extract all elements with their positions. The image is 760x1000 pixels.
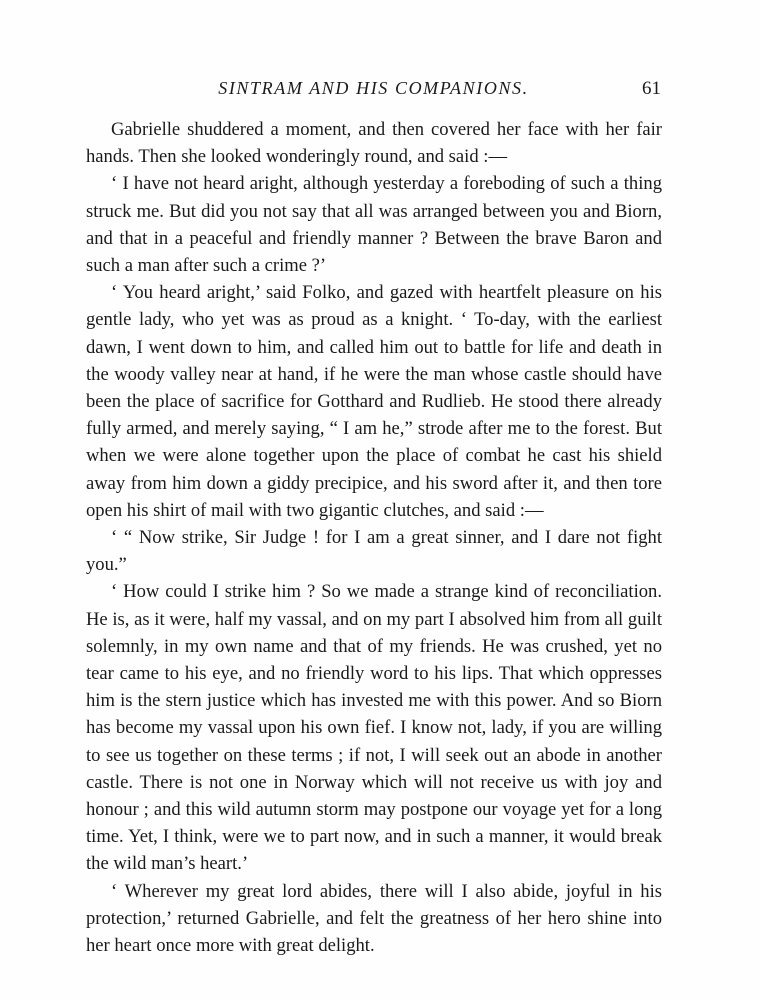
running-title: SINTRAM AND HIS COMPANIONS. xyxy=(218,78,529,98)
paragraph: ‘ I have not heard aright, although yesterday a foreboding of such a thing struck me. But did you not say that all was arranged between you and Biorn, and that in a peaceful and friendly manner ? Between the brave Baron and such a man after such a crime ?’ xyxy=(86,173,662,277)
running-head xyxy=(86,76,661,104)
paragraph: ‘ How could I strike him ? So we made a strange kind of reconciliation. He is, as it were, half my vassal, and on my part I absolved him from all guilt solemnly, in my own name and that of my friends. He was crushed, yet no tear came to his eye, and no friendly word to his lips. That which oppresses him is the stern justice which has invested me with this power. And so Biorn has become my vassal upon his own fief. I know not, lady, if you are willing to see us together on these terms ; if not, I will seek out an abode in another castle. There is not one in Norway which will not receive us with joy and honour ; and this wild autumn storm may postpone our voyage yet for a long time. Yet, I think, were we to part now, and in such a manner, it would break the wild man’s heart.’ xyxy=(86,581,662,875)
paragraph: ‘ “ Now strike, Sir Judge ! for I am a great sinner, and I dare not fight you.” xyxy=(86,527,662,576)
page-number: 61 xyxy=(642,78,661,99)
body-text xyxy=(86,116,662,959)
paragraph: ‘ You heard aright,’ said Folko, and gazed with heartfelt pleasure on his gentle lady, who yet was as proud as a knight. ‘ To-day, with the earliest dawn, I went down to him, and called him out to battle for life and death in the woody valley near at hand, if he were the man whose castle should have been the place of sacrifice for Gotthard and Rudlieb. He stood there already fully armed, and merely saying, “ I am he,” strode after me to the forest. But when we were alone together upon the place of combat he cast his shield away from him down a giddy precipice, and his sword after it, and then tore open his shirt of mail with two gigantic clutches, and said :— xyxy=(86,282,662,521)
paragraph: ‘ Wherever my great lord abides, there will I also abide, joyful in his protection,’ returned Gabrielle, and felt the greatness of her hero shine into her heart once more with great delight. xyxy=(86,880,662,957)
paragraph: Gabrielle shuddered a moment, and then covered her face with her fair hands. Then she looked wonderingly round, and said :— xyxy=(86,119,662,168)
